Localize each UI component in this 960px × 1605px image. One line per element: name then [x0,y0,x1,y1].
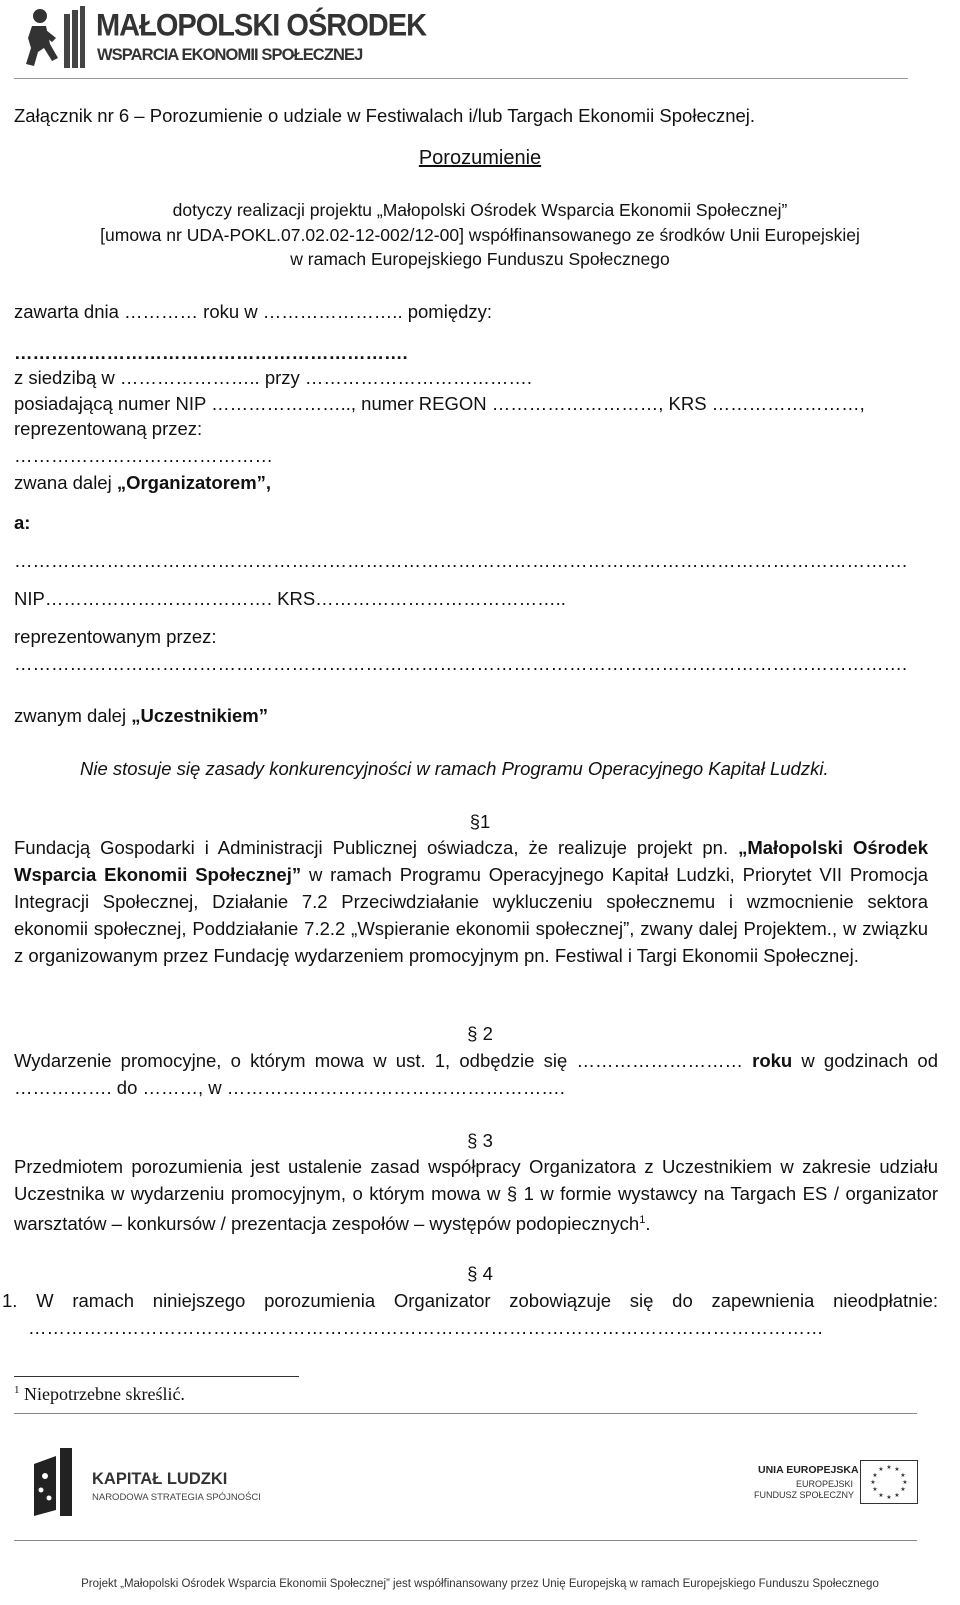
participant-blank: ………………………………………………………………………………………………………………………………. [14,550,908,571]
subtitle-line2: [umowa nr UDA-POKL.07.02.02-12-002/12-00] współfinansowanego ze środków Unii Europejskiej [100,225,860,245]
participant-term: „Uczestnikiem” [131,705,268,726]
participant-definition-prefix: zwanym dalej [14,705,132,726]
eu-flag-icon [860,1460,918,1504]
svg-text:★: ★ [900,1473,906,1479]
represented-by-label: reprezentowaną przez: [14,418,203,439]
eu-line2: EUROPEJSKI [796,1479,854,1489]
and-label: a: [14,512,31,533]
kapital-ludzki-logo [30,1446,260,1522]
footer-bottom-divider [14,1540,917,1541]
svg-text:★: ★ [878,1467,884,1473]
participant-nip-krs: NIP………………………………. KRS………………………………….. [14,588,566,609]
svg-text:★: ★ [872,1487,878,1493]
section-4-item-1: 1. W ramach niniejszego porozumienia Organizator zobowiązuje się do zapewnienia nieodpłatnie: [2,1290,938,1311]
eu-title: UNIA EUROPEJSKA [758,1464,859,1476]
svg-text:★: ★ [886,1465,892,1471]
section-3-heading: § 3 [467,1130,493,1151]
project-name: „Małopolski Ośrodek Wsparcia Ekonomii Społecznej” [14,837,929,885]
kapital-ludzki-subtitle: NARODOWA STRATEGIA SPÓJNOŚCI [92,1492,261,1503]
svg-text:★: ★ [872,1473,878,1479]
svg-text:★: ★ [902,1480,908,1486]
concluded-line: zawarta dnia ………… roku w ………………….. pomiędzy: [14,301,493,322]
section-1-text-c: w ramach Programu Operacyjnego Kapitał Ludzki, Priorytet VII Promocja Integracji Społecznej, Działanie 7.2 Przeciwdziałanie wykluczeniu społecznemu i wzmocnienie sektora ekonomii społecznej, Poddziałanie 7.2.2 „Wspieranie ekonomii społecznej”, zwany dalej Projektem., w związku z organizowanym przez Fundację wydarzeniem promocyjnym pn. Festiwal i Targi Ekonomii Społecznej. [14,864,928,966]
kapital-ludzki-emblem-icon [30,1446,76,1518]
represented-by-label-2: reprezentowanym przez: [14,626,217,647]
doc-title [0,145,960,172]
doc-title-text: Porozumienie [418,147,542,169]
section-1-text-a: Fundacją Gospodarki i Administracji Publicznej oświadcza, że realizuje projekt pn. [14,837,739,858]
eu-logo [740,1452,920,1512]
section-3-end: . [645,1213,651,1235]
svg-text:★: ★ [900,1487,906,1493]
footnote-reference[interactable]: 1 [639,1214,646,1226]
section-2-heading: § 2 [467,1023,493,1044]
footer-top-divider [14,1413,917,1414]
seat-line: z siedzibą w ………………….. przy ………………………………. [14,367,533,388]
section-3-text [14,1153,938,1237]
subtitle-line1: dotyczy realizacji projektu „Małopolski Ośrodek Wsparcia Ekonomii Społecznej” [172,200,788,220]
section-2-text-c: w godzinach od ……………. do ………, w ………………………………………………. [14,1050,939,1098]
subtitle-line3: w ramach Europejskiego Funduszu Społecznego [290,249,670,269]
organizer-definition [14,469,271,496]
section-2-text-a: Wydarzenie promocyjne, o którym mowa w ust. 1, odbędzie się ……………………… [14,1050,753,1071]
section-2-text [14,1047,938,1101]
attachment-title: Załącznik nr 6 – Porozumienie o udziale w Festiwalach i/lub Targach Ekonomii Społecznej. [14,105,756,126]
section-3-body: Przedmiotem porozumienia jest ustalenie zasad współpracy Organizatora z Uczestnikiem w zakresie udziału Uczestnika w wydarzeniu promocyjnym, o którym mowa w § 1 w formie wystawcy na Targach ES / organizator warsztatów – konkursów / prezentacja zespołów – występów podopiecznych [14,1156,938,1235]
svg-text:★: ★ [870,1480,876,1486]
participant-definition [14,702,268,729]
section-1-text [14,834,928,969]
kapital-ludzki-title: KAPITAŁ LUDZKI [92,1470,228,1488]
svg-text:★: ★ [894,1493,900,1499]
organizer-definition-prefix: zwana dalej [14,472,117,493]
footer-project-note: Projekt „Małopolski Ośrodek Wsparcia Ekonomii Społecznej” jest współfinansowany przez Unię Europejską w ramach Europejskiego Funduszu Społecznego [81,1578,879,1590]
section-2-year-word: roku [752,1050,793,1071]
representative-blank: …………………………………… [14,445,273,466]
eu-line3: FUNDUSZ SPOŁECZNY [754,1490,855,1500]
svg-text:★: ★ [894,1467,900,1473]
representative-blank-2: ………………………………………………………………………………………………………………………………. [14,653,908,674]
nip-regon-krs-line: posiadającą numer NIP ………………….., numer REGON ………………………, KRS ……………………, [14,393,865,414]
header-divider [14,78,908,79]
footnote [14,1384,185,1405]
section-1-heading: §1 [469,811,491,832]
competitiveness-note: Nie stosuje się zasady konkurencyjności w ramach Programu Operacyjnego Kapitał Ludzki. [80,758,829,779]
footnote-text: Niepotrzebne skreślić. [24,1384,185,1404]
org-name-line2: WSPARCIA EKONOMII SPOŁECZNEJ [97,46,363,64]
svg-text:★: ★ [886,1495,892,1501]
organizer-term: „Organizatorem”, [116,472,272,493]
svg-text:★: ★ [878,1493,884,1499]
walking-figure-icon [14,4,86,70]
section-4-blank: ………………………………………………………………………………………………………………… [28,1317,824,1338]
organizer-name-blank: ………………………………………………………. [14,342,408,363]
section-4-heading: § 4 [467,1263,493,1284]
org-name-line1: MAŁOPOLSKI OŚRODEK [96,8,427,44]
footnote-separator [14,1376,299,1377]
header-logo [14,4,427,72]
footnote-number: 1 [14,1384,20,1396]
